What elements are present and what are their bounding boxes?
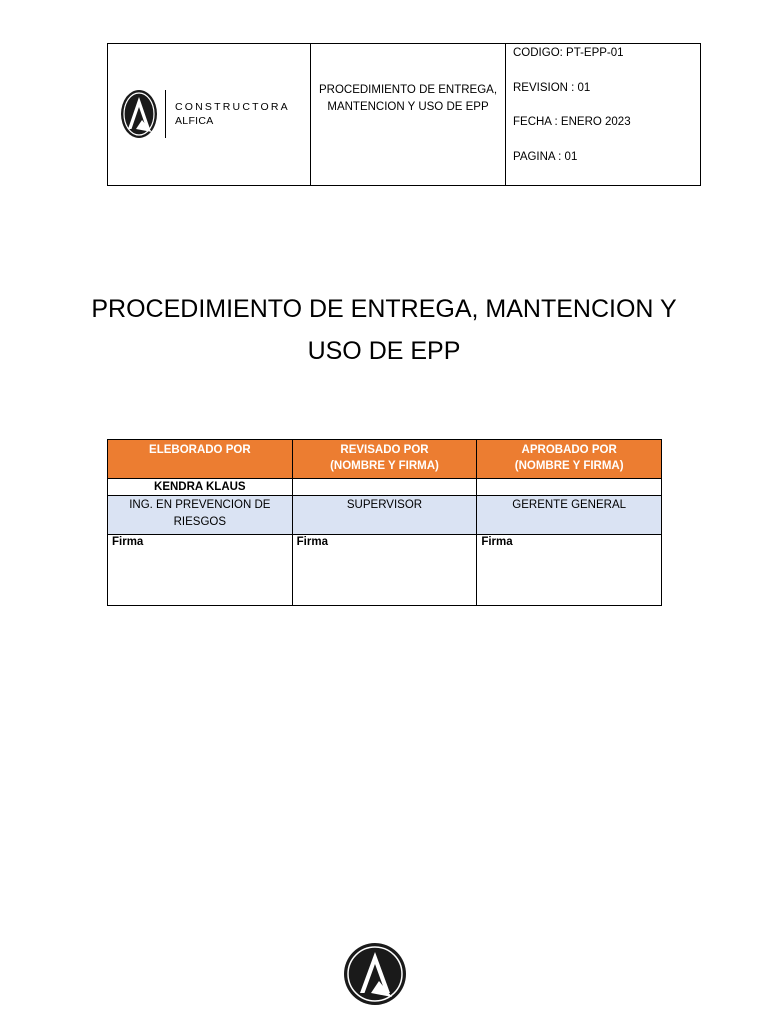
document-title-line2: USO DE EPP [307, 337, 461, 365]
brand-name-line1: CONSTRUCTORA [175, 100, 290, 113]
approval-signature-row [108, 535, 662, 606]
approval-table [107, 439, 662, 606]
document-title-line1: PROCEDIMIENTO DE ENTREGA, MANTENCION Y [91, 295, 677, 323]
approval-header-row [108, 440, 662, 479]
header-logo-cell [108, 44, 311, 186]
brand-name-line2: ALFICA [175, 114, 214, 127]
document-title [0, 288, 768, 372]
header-title-line2: MANTENCION Y USO DE EPP [327, 101, 489, 113]
signature-elaborado: Firma [108, 535, 293, 606]
brand [108, 44, 310, 183]
header-revisado: REVISADO POR (NOMBRE Y FIRMA) [292, 440, 477, 479]
header-title-cell [311, 44, 506, 186]
name-aprobado [477, 479, 662, 496]
role-aprobado: GERENTE GENERAL [477, 496, 662, 535]
role-elaborado: ING. EN PREVENCION DE RIESGOS [108, 496, 293, 535]
header-elaborado: ELEBORADO POR [108, 440, 293, 479]
meta-page: PAGINA : 01 [513, 150, 578, 163]
name-revisado [292, 479, 477, 496]
alfica-logo-icon [119, 88, 159, 140]
name-elaborado: KENDRA KLAUS [108, 479, 293, 496]
approval-name-row [108, 479, 662, 496]
role-revisado: SUPERVISOR [292, 496, 477, 535]
footer-logo [343, 941, 407, 1012]
header-meta-cell [506, 44, 701, 186]
document-header [107, 43, 701, 186]
signature-revisado: Firma [292, 535, 477, 606]
signature-aprobado: Firma [477, 535, 662, 606]
alfica-logo-icon [343, 941, 407, 1007]
meta-revision: REVISION : 01 [513, 81, 591, 94]
brand-divider [165, 90, 166, 138]
header-aprobado: APROBADO POR (NOMBRE Y FIRMA) [477, 440, 662, 479]
header-title-line1: PROCEDIMIENTO DE ENTREGA, [318, 84, 498, 96]
meta-date: FECHA : ENERO 2023 [513, 116, 631, 128]
meta-code: CODIGO: PT-EPP-01 [513, 47, 624, 59]
approval-role-row [108, 496, 662, 535]
